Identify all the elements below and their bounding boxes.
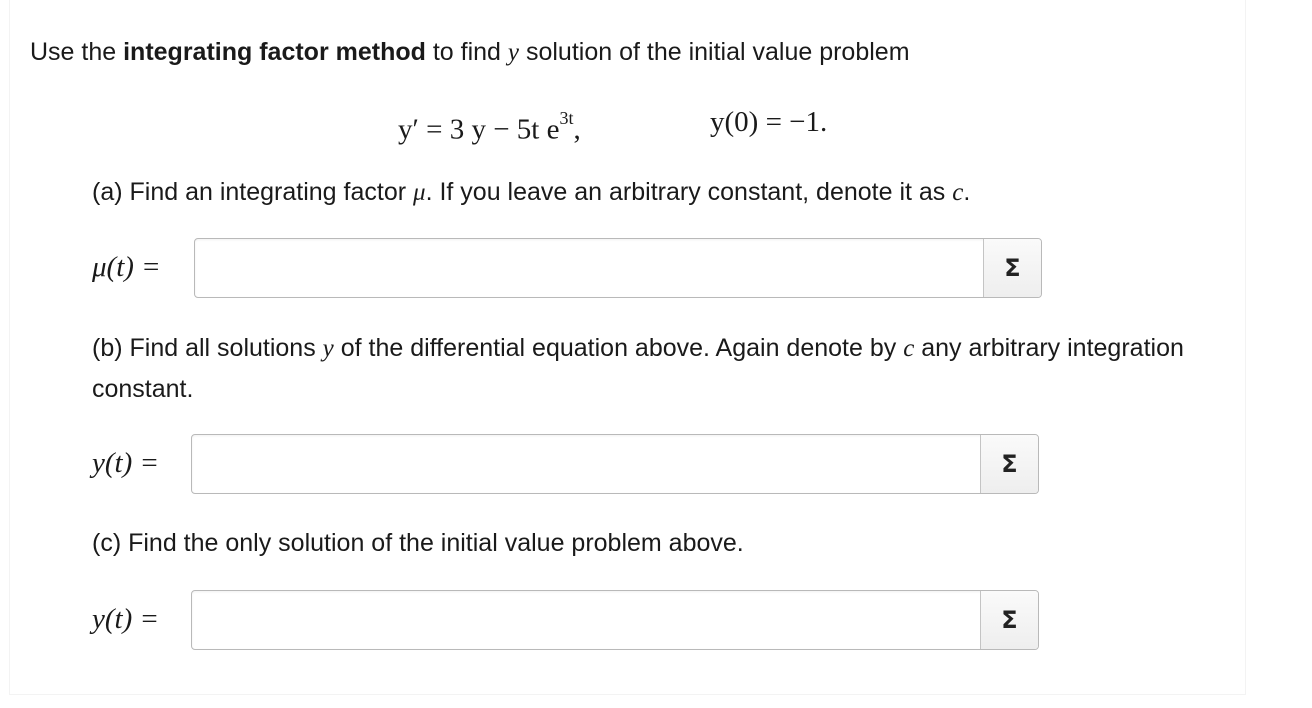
question-intro (30, 36, 910, 69)
initial-condition: y(0) = −1. (710, 106, 828, 138)
part-c-answer-box (191, 590, 1039, 650)
part-b-text-2: of the differential equation above. Again denote by (333, 334, 904, 362)
differential-equation (398, 104, 581, 148)
sigma-icon: Σ (1004, 254, 1021, 282)
part-b-answer-label: y(t) = (92, 447, 160, 479)
part-a-answer-label: μ(t) = (92, 251, 161, 283)
part-a-text-1: (a) Find an integrating factor (92, 178, 413, 206)
sigma-icon: Σ (1001, 450, 1018, 478)
part-a-text-2: . If you leave an arbitrary constant, denote it as (425, 178, 953, 206)
part-a-equation-editor-button[interactable] (983, 239, 1041, 297)
part-a-prompt (92, 172, 970, 213)
part-b-answer-box (191, 434, 1039, 494)
part-a-answer-input[interactable] (195, 239, 983, 297)
intro-suffix: solution of the initial value problem (519, 38, 910, 66)
equation-comma: , (573, 113, 581, 146)
part-b-c: c (903, 335, 915, 362)
part-a-mu: μ (413, 179, 426, 206)
part-a-c: c (952, 179, 964, 206)
part-b-equation-editor-button[interactable] (980, 435, 1038, 493)
equation-lhs: y′ = 3 y − 5t e (398, 113, 560, 146)
part-c-equation-editor-button[interactable] (980, 591, 1038, 649)
part-b-y: y (322, 335, 334, 362)
part-a-answer-box (194, 238, 1042, 298)
intro-prefix: Use the (30, 38, 124, 66)
intro-mid: to find (425, 38, 508, 66)
intro-method-name: integrating factor method (123, 38, 426, 66)
part-b-text-1: (b) Find all solutions (92, 334, 323, 362)
part-c-answer-label: y(t) = (92, 603, 160, 635)
equation-exponent: 3t (559, 108, 574, 128)
part-c-answer-input[interactable] (192, 591, 980, 649)
part-b-prompt (92, 328, 1212, 409)
sigma-icon: Σ (1001, 606, 1018, 634)
part-b-answer-input[interactable] (192, 435, 980, 493)
part-a-text-3: . (963, 178, 971, 206)
part-c-prompt: (c) Find the only solution of the initial value problem above. (92, 529, 744, 557)
intro-variable-y: y (507, 39, 520, 66)
part-b-text-3: any arbitrary integration constant. (92, 334, 1184, 403)
